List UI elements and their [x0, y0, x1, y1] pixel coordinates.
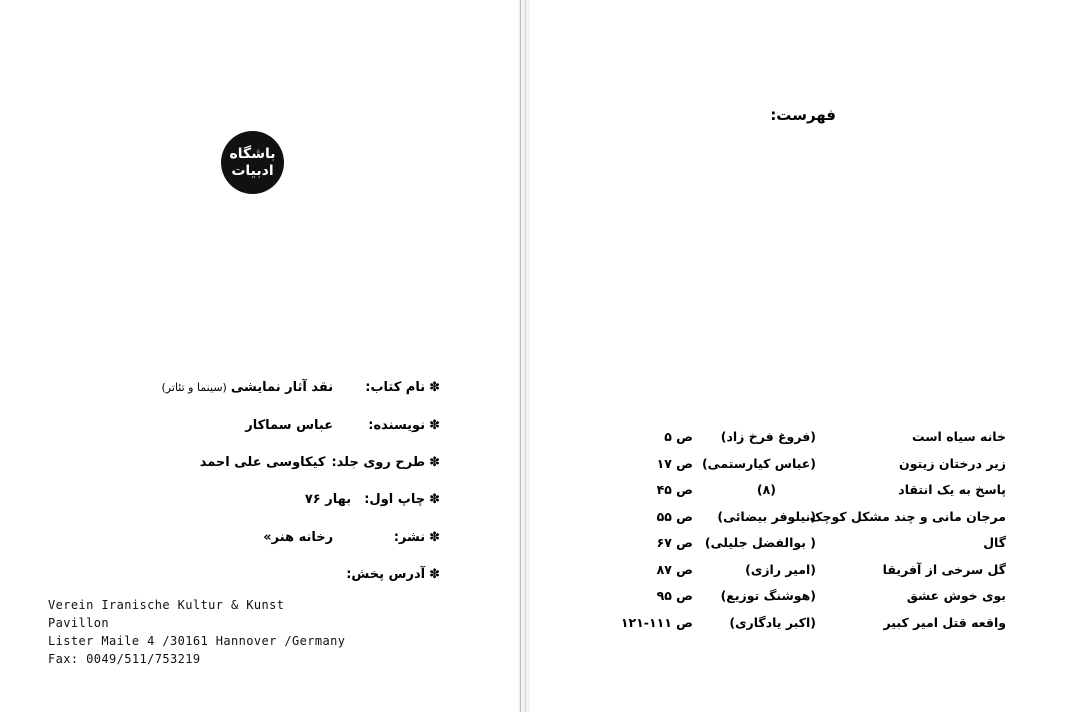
- toc-author-cell: ( بوالفضل جلیلی): [704, 535, 816, 550]
- toc-author-cell: (فروغ فرخ زاد): [720, 429, 816, 444]
- star-icon: ✽: [429, 455, 440, 470]
- toc-page-cell: ص ۶۷: [656, 535, 693, 550]
- publisher-label: نشر:: [393, 530, 426, 545]
- toc-title-cell: مرجان مانی و چند مشکل کوچک: [809, 508, 1006, 524]
- address-line: Verein Iranische Kultur & Kunst: [48, 598, 285, 612]
- address-line: Pavillon: [48, 616, 109, 630]
- toc-author-cell: (امیر رازی): [745, 561, 816, 577]
- cover-design-value: کیکاوسی علی احمد: [199, 455, 326, 470]
- address-block: [48, 596, 345, 668]
- toc-author-cell: (اکبر یادگاری): [729, 614, 816, 630]
- star-icon: ✽: [429, 530, 440, 545]
- book-name-row: [162, 380, 440, 395]
- star-icon: ✽: [429, 492, 440, 507]
- star-icon: ✽: [429, 567, 440, 582]
- author-label: نویسنده:: [368, 418, 426, 433]
- first-print-label: چاپ اول:: [364, 492, 426, 507]
- toc-author-cell: (عباس کیارستمی): [701, 455, 816, 471]
- logo-line-1: باشگاه: [229, 145, 276, 162]
- toc-title-cell: بوی خوش عشق: [906, 588, 1006, 603]
- toc-page-cell: ص ۸۷: [656, 561, 693, 577]
- toc-author-cell: (هوشنگ توزیع): [720, 588, 816, 603]
- book-name-note: (سینما و تئاتر): [161, 381, 227, 394]
- author-row: [245, 418, 440, 433]
- toc-title-cell: پاسخ به یک انتقاد: [898, 482, 1006, 497]
- book-name-label: نام کتاب:: [365, 380, 426, 395]
- toc-author-cell: (۸): [756, 482, 776, 497]
- toc-title-cell: گل سرخی از آفریقا: [882, 561, 1006, 577]
- toc-title-cell: واقعه قتل امیر کبیر: [883, 614, 1006, 630]
- publisher-row: [263, 530, 440, 545]
- address-line: Lister Maile 4 /30161 Hannover /Germany: [48, 634, 346, 648]
- toc-page-cell: ص ۵: [664, 429, 693, 444]
- first-print-value: بهار ۷۶: [304, 492, 352, 507]
- toc-title: فهرست:: [770, 106, 836, 124]
- book-name-value: نقد آثار نمایشی: [230, 380, 334, 395]
- toc-page-cell: ص ۱۷: [656, 455, 693, 471]
- cover-design-row: [200, 455, 440, 470]
- star-icon: ✽: [429, 380, 440, 395]
- toc-page-cell: ص ۹۵: [656, 588, 693, 603]
- first-print-row: [305, 492, 440, 507]
- right-page: [530, 0, 1078, 712]
- toc-title-cell: زیر درختان زیتون: [899, 455, 1006, 471]
- publisher-value: رخانه هنر»: [263, 530, 334, 545]
- logo-line-2: ادبیات: [231, 162, 274, 179]
- distribution-label: آدرس پخش:: [346, 567, 426, 582]
- toc-page-cell: ص ۱۱۱-۱۲۱: [620, 614, 693, 630]
- cover-design-label: طرح روی جلد:: [331, 455, 426, 470]
- author-value: عباس سماکار: [245, 418, 334, 433]
- logo: [221, 131, 284, 194]
- book-gutter: [518, 0, 530, 712]
- left-page: [0, 0, 518, 712]
- distribution-row: [346, 567, 440, 582]
- toc-page-cell: ص ۵۵: [656, 508, 693, 524]
- toc-title-cell: گال: [983, 535, 1006, 550]
- star-icon: ✽: [429, 418, 440, 433]
- address-line: Fax: 0049/511/753219: [48, 652, 201, 666]
- toc-author-cell: (نیلوفر بیضائی): [717, 508, 816, 524]
- toc-page-cell: ص ۴۵: [656, 482, 693, 497]
- toc-title-cell: خانه سیاه است: [912, 429, 1006, 444]
